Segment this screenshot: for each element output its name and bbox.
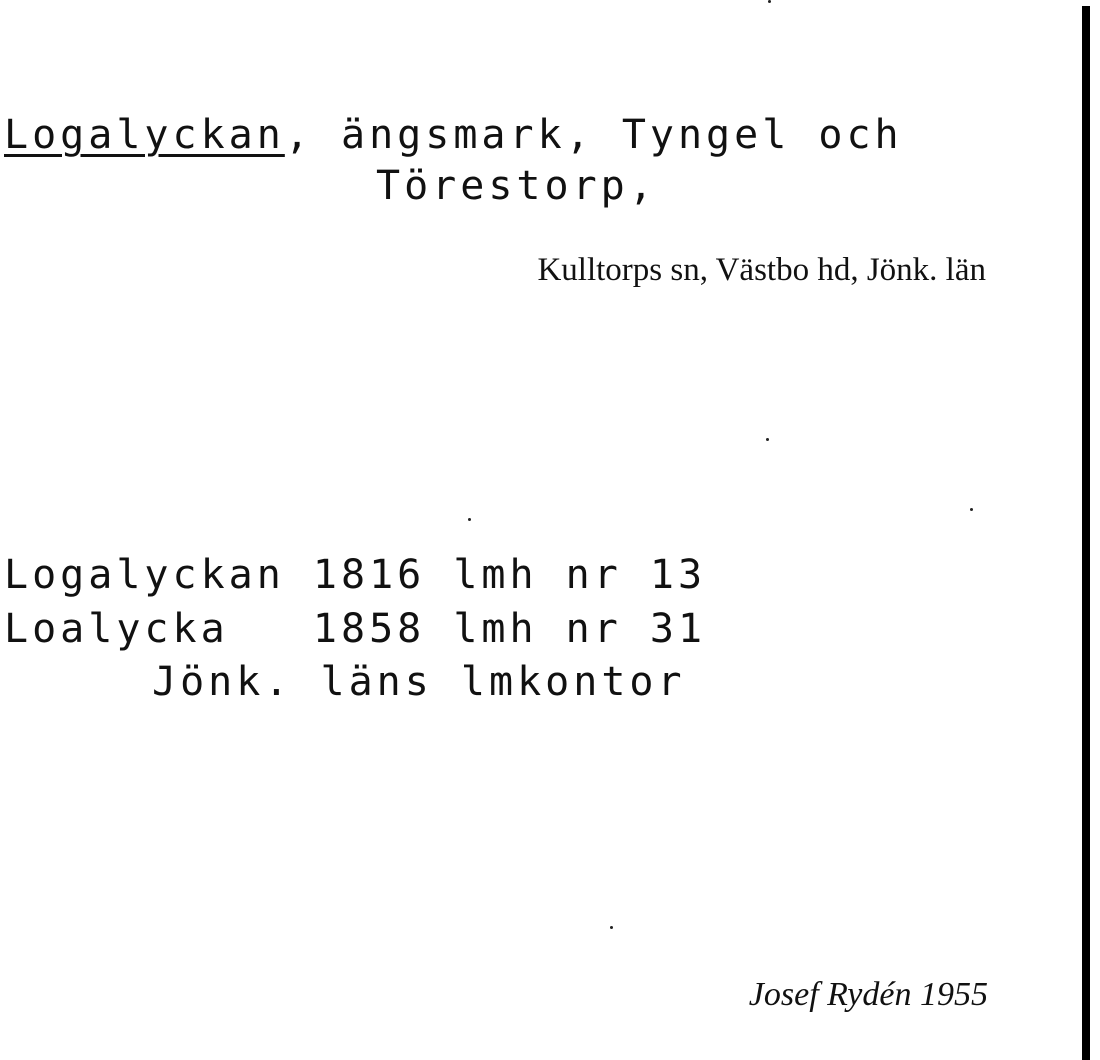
scan-speck bbox=[468, 518, 471, 521]
source-entry: Logalyckan 1816 lmh nr 13 bbox=[4, 552, 707, 598]
location-line: Kulltorps sn, Västbo hd, Jönk. län bbox=[537, 252, 986, 288]
signature: Josef Rydén 1955 bbox=[748, 976, 988, 1013]
source-archive: Jönk. läns lmkontor bbox=[152, 659, 686, 705]
title-description: , ängsmark, Tyngel och bbox=[284, 112, 903, 158]
source-entry: Loalycka 1858 lmh nr 31 bbox=[4, 606, 707, 652]
scan-speck bbox=[766, 438, 769, 441]
title-line bbox=[4, 112, 903, 158]
title-continuation: Törestorp, bbox=[376, 163, 657, 209]
scan-speck bbox=[970, 508, 973, 511]
card-edge bbox=[1082, 6, 1090, 1060]
headword: Logalyckan bbox=[4, 112, 285, 158]
scan-speck bbox=[768, 0, 771, 3]
scan-speck bbox=[610, 926, 613, 929]
